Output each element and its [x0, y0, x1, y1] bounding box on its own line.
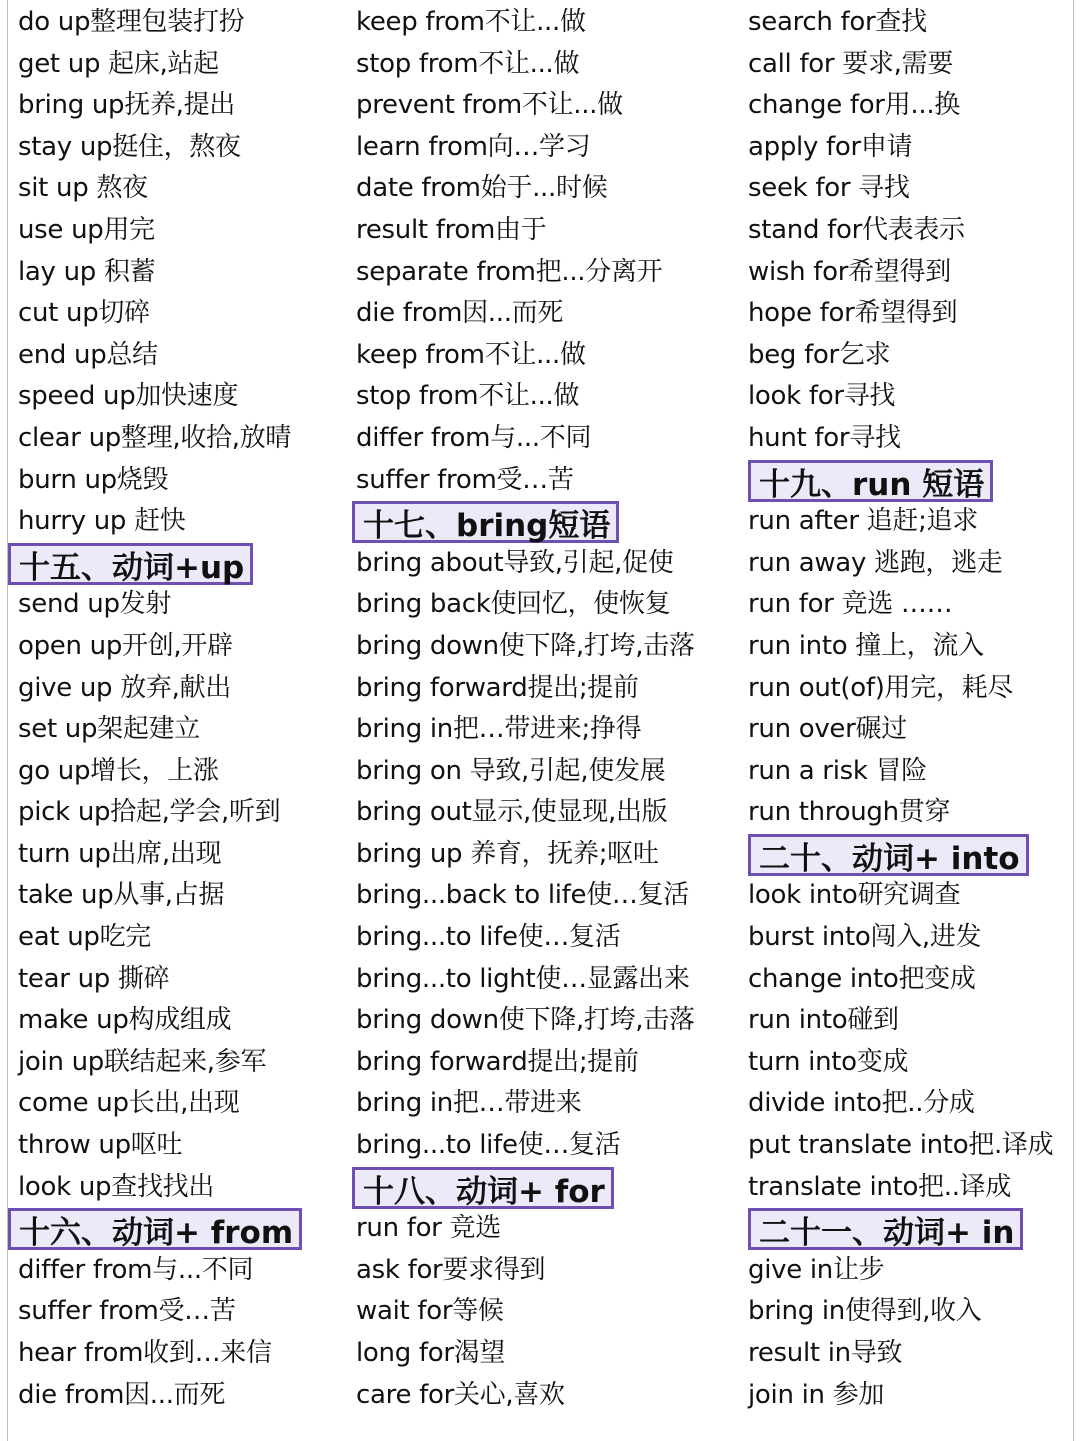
- phrase-entry: bring in把…带进来: [356, 1088, 582, 1119]
- phrase-entry: send up发射: [18, 589, 172, 620]
- phrase-entry: search for查找: [748, 7, 927, 37]
- phrase-entry: give in让步: [748, 1254, 885, 1285]
- phrase-entry: tear up 撕碎: [18, 963, 170, 994]
- section-heading: 十六、动词+ from: [8, 1208, 302, 1250]
- phrase-entry: end up总结: [18, 339, 158, 370]
- phrase-entry: bring forward提出;提前: [356, 1046, 639, 1077]
- phrase-entry: look up查找找出: [18, 1171, 215, 1202]
- phrase-entry: stop from不让...做: [356, 48, 580, 79]
- phrase-entry: burn up烧毁: [18, 464, 169, 495]
- phrase-entry: come up长出,出现: [18, 1088, 240, 1119]
- phrase-entry: hear from收到…来信: [18, 1338, 272, 1368]
- phrase-entry: bring...to light使…显露出来: [356, 963, 690, 994]
- phrase-entry: learn from向…学习: [356, 131, 591, 162]
- phrase-entry: keep from不让...做: [356, 339, 586, 370]
- phrase-entry: hurry up 赶快: [18, 506, 186, 537]
- phrase-entry: put translate into把.译成: [748, 1130, 1054, 1161]
- phrase-entry: die from因...而死: [18, 1379, 226, 1410]
- phrase-entry: turn into变成: [748, 1046, 909, 1077]
- phrase-entry: get up 起床,站起: [18, 48, 219, 79]
- phrase-entry: bring in使得到,收入: [748, 1296, 982, 1327]
- phrase-entry: hope for希望得到: [748, 298, 958, 329]
- phrase-entry: run into 撞上，流入: [748, 630, 984, 661]
- phrase-entry: go up增长，上涨: [18, 755, 219, 786]
- section-heading: 十八、动词+ for: [352, 1167, 614, 1209]
- section-heading: 二十、动词+ into: [748, 834, 1029, 876]
- phrase-entry: divide into把..分成: [748, 1088, 975, 1119]
- phrase-entry: seek for 寻找: [748, 173, 910, 204]
- phrase-entry: join up联结起来,参军: [18, 1046, 267, 1077]
- phrase-entry: bring on 导致,引起,使发展: [356, 755, 666, 786]
- phrase-entry: translate into把..译成: [748, 1171, 1012, 1202]
- phrase-entry: separate from把...分离开: [356, 256, 663, 287]
- section-heading-row: [18, 541, 348, 586]
- phrase-entry: bring up抚养,提出: [18, 90, 236, 121]
- phrase-entry: stay up挺住，熬夜: [18, 131, 241, 162]
- phrase-entry: turn up出席,出现: [18, 838, 222, 869]
- column-3: [748, 0, 1074, 1414]
- phrase-entry: apply for申请: [748, 131, 913, 162]
- section-heading-row: [18, 1206, 348, 1252]
- section-heading-row: [748, 1206, 1074, 1252]
- phrase-entry: differ from与...不同: [18, 1254, 254, 1285]
- phrase-entry: pick up拾起,学会,听到: [18, 797, 281, 828]
- phrase-entry: clear up整理,收拾,放晴: [18, 422, 292, 453]
- phrase-entry: open up开创,开辟: [18, 630, 233, 661]
- phrase-entry: burst into闯入,进发: [748, 922, 982, 953]
- phrase-entry: change into把变成: [748, 963, 976, 994]
- phrase-entry: take up从事,占据: [18, 880, 225, 911]
- phrase-entry: stop from不让...做: [356, 381, 580, 412]
- phrase-entry: wait for等候: [356, 1296, 504, 1327]
- phrase-entry: suffer from受…苦: [18, 1296, 236, 1327]
- section-heading-row: [748, 832, 1074, 877]
- phrase-entry: throw up呕吐: [18, 1130, 183, 1161]
- phrase-entry: prevent from不让...做: [356, 90, 623, 121]
- phrase-entry: run for 竞选 ……: [748, 589, 953, 620]
- phrase-entry: change for用...换: [748, 90, 960, 121]
- section-heading-row: [748, 458, 1074, 503]
- phrase-entry: bring forward提出;提前: [356, 672, 639, 703]
- phrase-entry: run over碾过: [748, 714, 907, 745]
- phrase-entry: make up构成组成: [18, 1005, 232, 1036]
- phrase-entry: do up整理包装打扮: [18, 7, 245, 37]
- phrase-entry: speed up加快速度: [18, 381, 239, 412]
- phrase-entry: look for寻找: [748, 381, 896, 412]
- phrase-entry: keep from不让...做: [356, 7, 586, 37]
- section-heading: 十五、动词+up: [8, 543, 253, 585]
- phrase-entry: sit up 熬夜: [18, 173, 148, 204]
- phrase-entry: run a risk 冒险: [748, 755, 927, 786]
- phrase-entry: result in导致: [748, 1338, 903, 1368]
- phrase-entry: bring...back to life使…复活: [356, 880, 690, 911]
- phrase-entry: bring...to life使…复活: [356, 1130, 621, 1161]
- phrase-entry: run for 竞选: [356, 1213, 501, 1244]
- phrase-entry: eat up吃完: [18, 922, 151, 953]
- section-heading: 十九、run 短语: [748, 460, 993, 502]
- phrase-entry: bring up 养育，抚养;呕吐: [356, 838, 659, 869]
- phrase-entry: bring back使回忆，使恢复: [356, 589, 671, 620]
- phrase-entry: care for关心,喜欢: [356, 1379, 565, 1410]
- phrase-entry: run out(of)用完，耗尽: [748, 672, 1014, 703]
- phrase-entry: cut up切碎: [18, 298, 150, 329]
- section-heading: 二十一、动词+ in: [748, 1208, 1023, 1250]
- phrase-entry: long for渴望: [356, 1338, 506, 1368]
- column-1: [18, 0, 348, 1414]
- section-heading-row: [356, 499, 741, 545]
- section-heading-row: [356, 1165, 741, 1210]
- phrase-entry: result from由于: [356, 214, 547, 245]
- phrase-entry: bring...to life使…复活: [356, 922, 621, 953]
- phrase-entry: stand for代表表示: [748, 214, 965, 245]
- phrase-entry: run through贯穿: [748, 797, 951, 828]
- phrase-entry: run into碰到: [748, 1005, 899, 1036]
- phrase-entry: bring down使下降,打垮,击落: [356, 630, 695, 661]
- phrase-entry: beg for乞求: [748, 339, 891, 370]
- phrase-entry: bring in把…带进来;挣得: [356, 714, 642, 745]
- phrase-entry: join in 参加: [748, 1379, 885, 1410]
- phrase-entry: suffer from受…苦: [356, 464, 574, 495]
- section-heading: 十七、bring短语: [352, 501, 619, 543]
- phrase-entry: hunt for寻找: [748, 422, 901, 453]
- phrase-entry: bring down使下降,打垮,击落: [356, 1005, 695, 1036]
- phrase-entry: lay up 积蓄: [18, 256, 156, 287]
- phrase-entry: set up架起建立: [18, 714, 200, 745]
- phrase-entry: look into研究调查: [748, 880, 961, 911]
- phrase-entry: die from因...而死: [356, 298, 564, 329]
- phrase-entry: run away 逃跑，逃走: [748, 547, 1003, 578]
- phrase-entry: use up用完: [18, 214, 155, 245]
- phrase-entry: bring about导致,引起,促使: [356, 547, 674, 578]
- phrase-entry: run after 追赶;追求: [748, 506, 978, 537]
- phrase-entry: ask for要求得到: [356, 1254, 546, 1285]
- phrase-entry: wish for希望得到: [748, 256, 951, 287]
- phrase-entry: date from始于...时候: [356, 173, 608, 204]
- phrase-entry: differ from与...不同: [356, 422, 592, 453]
- phrase-entry: bring out显示,使显现,出版: [356, 797, 668, 828]
- phrase-entry: give up 放弃,献出: [18, 672, 231, 703]
- phrase-entry: call for 要求,需要: [748, 48, 954, 79]
- column-2: [356, 0, 741, 1414]
